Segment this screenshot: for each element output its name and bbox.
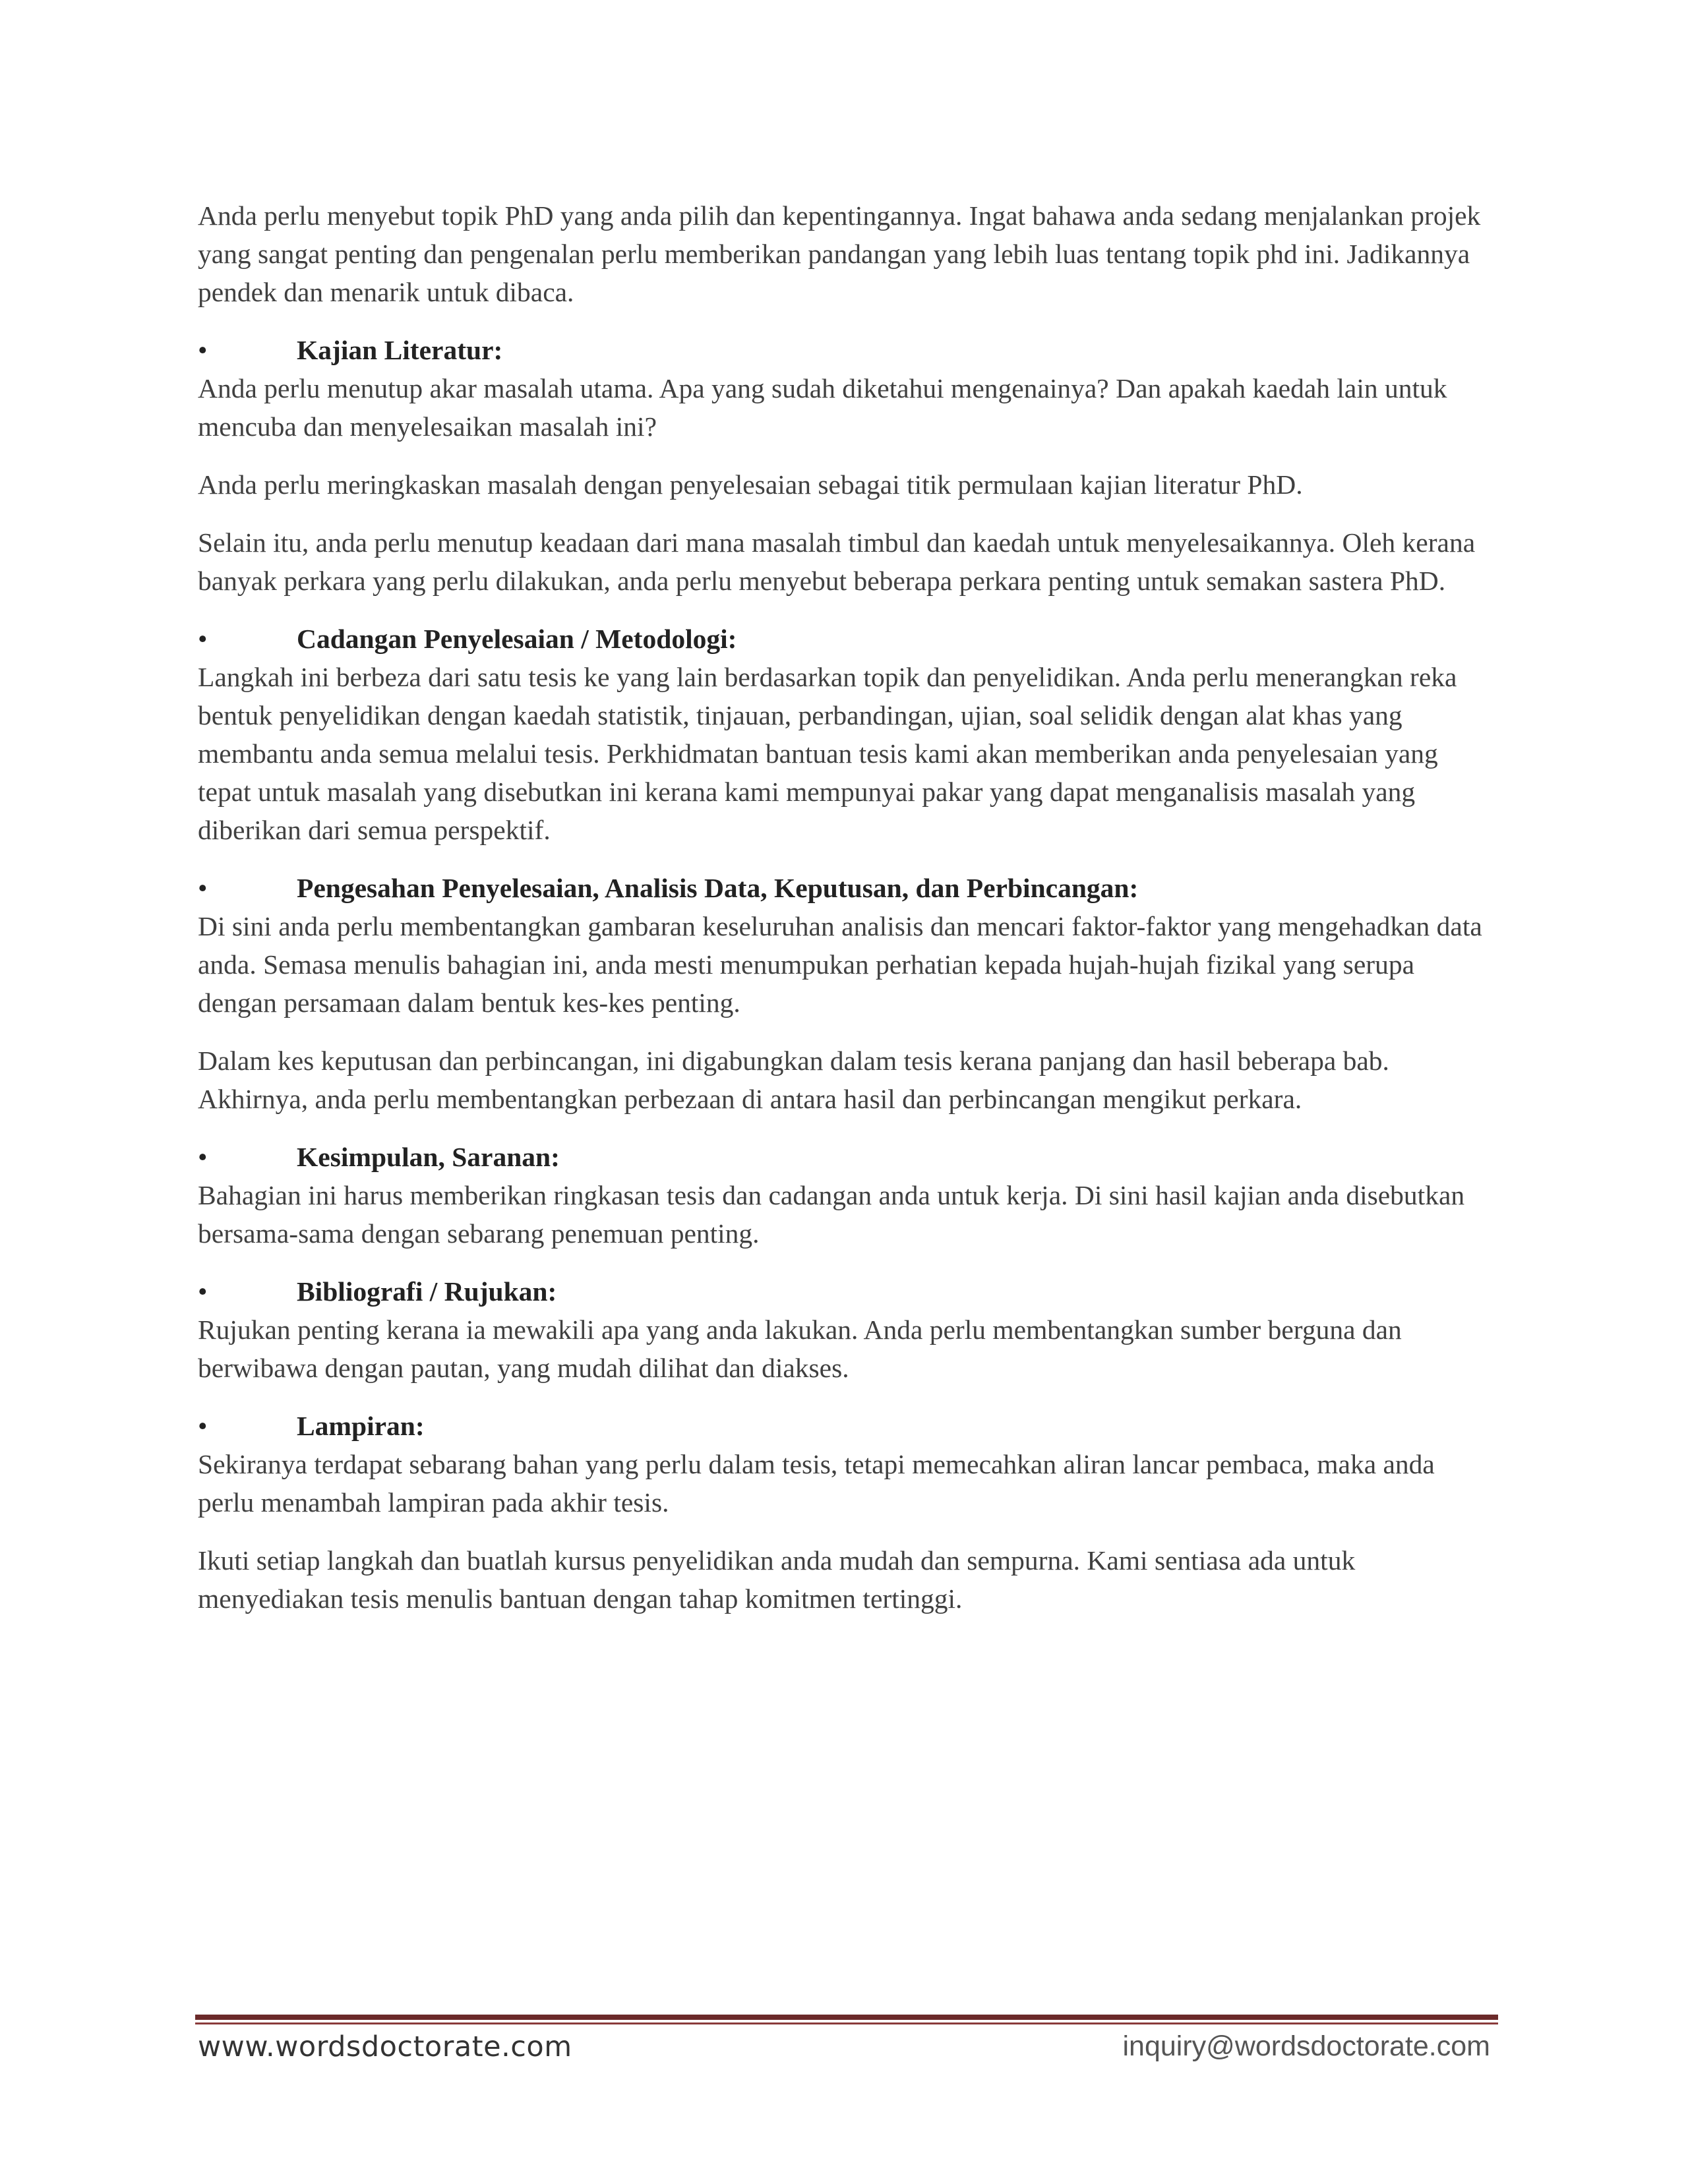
- section-title: Pengesahan Penyelesaian, Analisis Data, Keputusan, dan Perbincangan:: [297, 873, 1139, 903]
- section-paragraph: Anda perlu menutup akar masalah utama. Apa yang sudah diketahui mengenainya? Dan apakah kaedah lain untuk mencuba dan menyelesaikan masalah ini?: [198, 373, 1447, 442]
- section-kajian-literatur: [198, 331, 1497, 600]
- section-paragraph: Rujukan penting kerana ia mewakili apa yang anda lakukan. Anda perlu membentangkan sumber berguna dan berwibawa dengan pautan, yang mudah dilihat dan diakses.: [198, 1314, 1402, 1383]
- bullet-icon: •: [198, 873, 208, 903]
- section-heading: [198, 620, 1497, 658]
- footer-divider-thin: [195, 2022, 1498, 2024]
- section-bibliografi: [198, 1272, 1497, 1387]
- section-paragraph: Selain itu, anda perlu menutup keadaan dari mana masalah timbul dan kaedah untuk menyelesaikannya. Oleh kerana banyak perkara yang perlu dilakukan, anda perlu menyebut beberapa perkara penting untuk semakan sastera PhD.: [198, 527, 1476, 596]
- document-body: [198, 196, 1497, 1638]
- footer-divider: [195, 2015, 1498, 2020]
- bullet-icon: •: [198, 1276, 208, 1307]
- section-paragraph: Anda perlu meringkaskan masalah dengan penyelesaian sebagai titik permulaan kajian literatur PhD.: [198, 469, 1303, 500]
- section-kesimpulan: [198, 1138, 1497, 1253]
- section-paragraph: Langkah ini berbeza dari satu tesis ke yang lain berdasarkan topik dan penyelidikan. Anda perlu menerangkan reka bentuk penyelidikan dengan kaedah statistik, tinjauan, perbandingan, ujian, soal selidik dengan alat khas yang membantu anda semua melalui tesis. Perkhidmatan bantuan tesis kami akan memberikan anda penyelesaian yang tepat untuk masalah yang disebutkan ini kerana kami mempunyai pakar yang dapat menganalisis masalah yang diberikan dari semua perspektif.: [198, 662, 1457, 845]
- section-heading: [198, 331, 1497, 369]
- section-title: Kajian Literatur:: [297, 335, 503, 365]
- section-lampiran: [198, 1407, 1497, 1618]
- section-pengesahan-penyelesaian: [198, 869, 1497, 1118]
- intro-paragraph: Anda perlu menyebut topik PhD yang anda pilih dan kepentingannya. Ingat bahawa anda sedang menjalankan projek yang sangat penting dan pengenalan perlu memberikan pandangan yang lebih luas tentang topik phd ini. Jadikannya pendek dan menarik untuk dibaca.: [198, 200, 1481, 307]
- bullet-icon: •: [198, 1411, 208, 1441]
- bullet-icon: •: [198, 335, 208, 365]
- section-title: Kesimpulan, Saranan:: [297, 1142, 560, 1172]
- section-heading: [198, 1138, 1497, 1176]
- section-heading: [198, 1272, 1497, 1311]
- section-paragraph: Ikuti setiap langkah dan buatlah kursus penyelidikan anda mudah dan sempurna. Kami sentiasa ada untuk menyediakan tesis menulis bantuan dengan tahap komitmen tertinggi.: [198, 1545, 1356, 1614]
- section-paragraph: Di sini anda perlu membentangkan gambaran keseluruhan analisis dan mencari faktor-faktor yang mengehadkan data anda. Semasa menulis bahagian ini, anda mesti menumpukan perhatian kepada hujah-hujah fizikal yang serupa dengan persamaan dalam bentuk kes-kes penting.: [198, 911, 1482, 1018]
- section-paragraph: Sekiranya terdapat sebarang bahan yang perlu dalam tesis, tetapi memecahkan aliran lancar pembaca, maka anda perlu menambah lampiran pada akhir tesis.: [198, 1449, 1435, 1518]
- section-paragraph: Bahagian ini harus memberikan ringkasan tesis dan cadangan anda untuk kerja. Di sini hasil kajian anda disebutkan bersama-sama dengan sebarang penemuan penting.: [198, 1180, 1465, 1249]
- section-cadangan-penyelesaian: [198, 620, 1497, 849]
- section-heading: [198, 1407, 1497, 1445]
- section-paragraph: Dalam kes keputusan dan perbincangan, ini digabungkan dalam tesis kerana panjang dan hasil beberapa bab. Akhirnya, anda perlu membentangkan perbezaan di antara hasil dan perbincangan mengikut perkara.: [198, 1046, 1389, 1114]
- bullet-icon: •: [198, 1142, 208, 1172]
- bullet-icon: •: [198, 624, 208, 654]
- footer-email-link[interactable]: inquiry@wordsdoctorate.com: [1122, 2030, 1490, 2062]
- section-title: Cadangan Penyelesaian / Metodologi:: [297, 624, 737, 654]
- section-title: Bibliografi / Rujukan:: [297, 1276, 557, 1307]
- section-title: Lampiran:: [297, 1411, 425, 1441]
- footer-website-link[interactable]: www.wordsdoctorate.com: [198, 2030, 572, 2063]
- section-heading: [198, 869, 1497, 907]
